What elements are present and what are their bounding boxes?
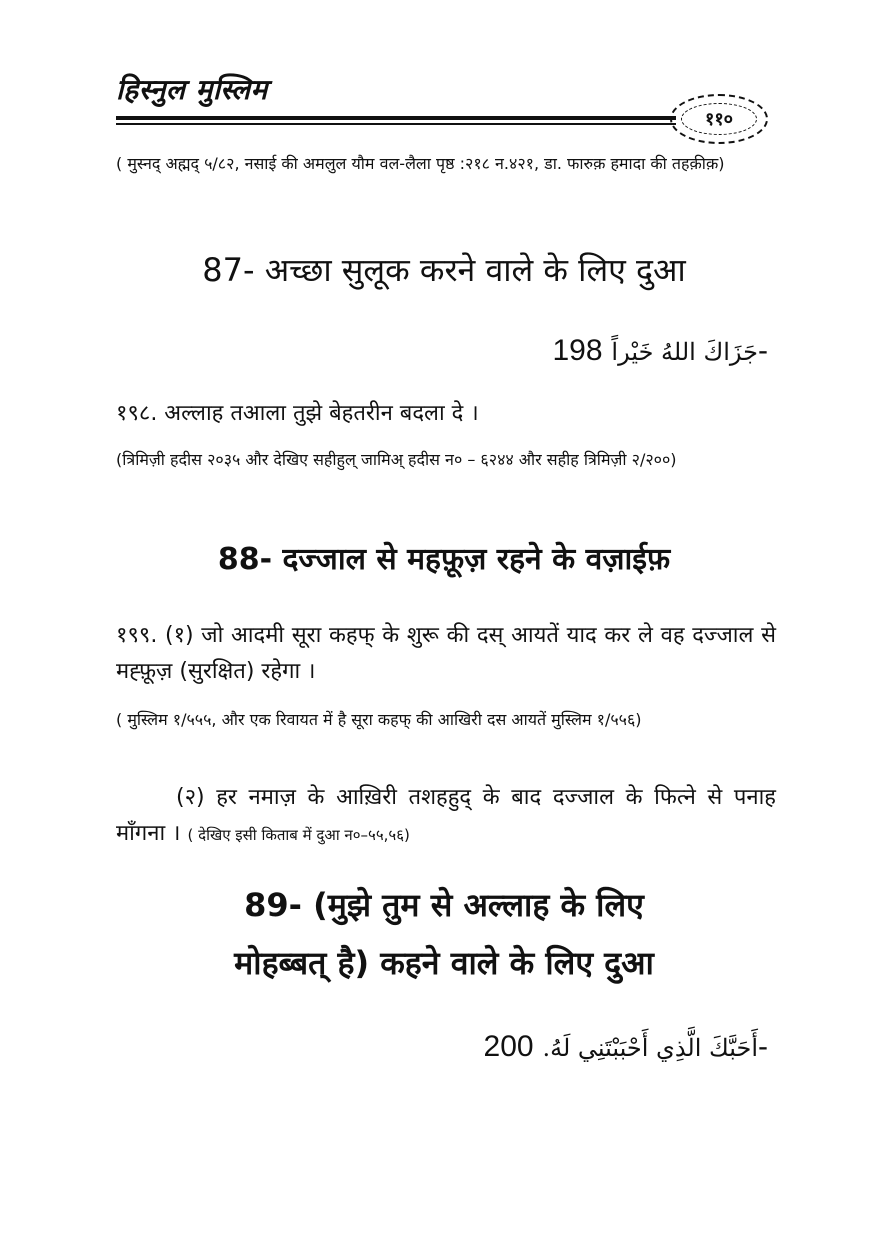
dua-198-number: 198- [552,334,768,367]
running-header-title: हिस्नुल मुस्लिम [116,73,268,106]
page-number-badge [670,94,768,144]
dua-199-paragraph-1: १९९. (१) जो आदमी सूरा कहफ् के शुरू की दस् आयतें याद कर ले वह दज्जाल से मह्फ़ूज़ (सुरक्षित) रहेगा । [116,623,776,684]
dua-198-reference: (त्रिमिज़ी हदीस २०३५ और देखिए सहीहुल् जामिअ् हदीस न० – ६२४४ और सहीह त्रिमिज़ी २/२००) [116,450,677,469]
dua-198-arabic: جَزَاكَ اللهُ خَيْراً [611,338,758,366]
section-heading-88: 88- दज्जाल से महफ़ूज़ रहने के वज़ाईफ़ [217,542,671,577]
section-heading-89 [60,876,828,992]
dua-200-number: 200- [483,1030,768,1063]
page-number: ११० [681,103,757,135]
dua-199-paragraph-2-reference: ( देखिए इसी किताब में दुआ न०–५५,५६) [187,826,410,844]
dua-200-line [484,1030,768,1064]
dua-199-reference-1: ( मुस्लिम १/५५५, और एक रिवायत में है सूरा कहफ् की आखिरी दस आयतें मुस्लिम १/५५६) [116,710,642,729]
dua-199-paragraph-2-text: (२) हर नमाज़ के आख़िरी तशहहुद् के बाद दज्जाल के फित्ने से पनाह माँगना । [116,785,776,846]
section-heading-89-line-1: 89- (मुझे तुम से अल्लाह के लिए [244,886,644,924]
dua-199-paragraph-2 [116,780,776,853]
top-reference: ( मुस्नद् अह्मद् ५/८२, नसाई की अमलुल यौम वल-लैला पृष्ठ :२१८ न.४२१, डा. फारुक़ हमादा की तहक़ीक़) [116,154,725,173]
section-heading-87: 87- अच्छा सुलूक करने वाले के लिए दुआ [202,251,686,289]
dua-198-translation: १९८. अल्लाह तआला तुझे बेहतरीन बदला दे । [116,401,479,426]
header-rule-thin [116,123,676,125]
section-heading-89-line-2: मोहब्बत् है) कहने वाले के लिए दुआ [234,944,654,982]
header-rule-thick [116,116,676,120]
dua-200-arabic: أَحَبَّكَ الَّذِي أَحْبَبْتَنِي لَهُ. [542,1034,758,1062]
dua-198-line [552,334,768,368]
